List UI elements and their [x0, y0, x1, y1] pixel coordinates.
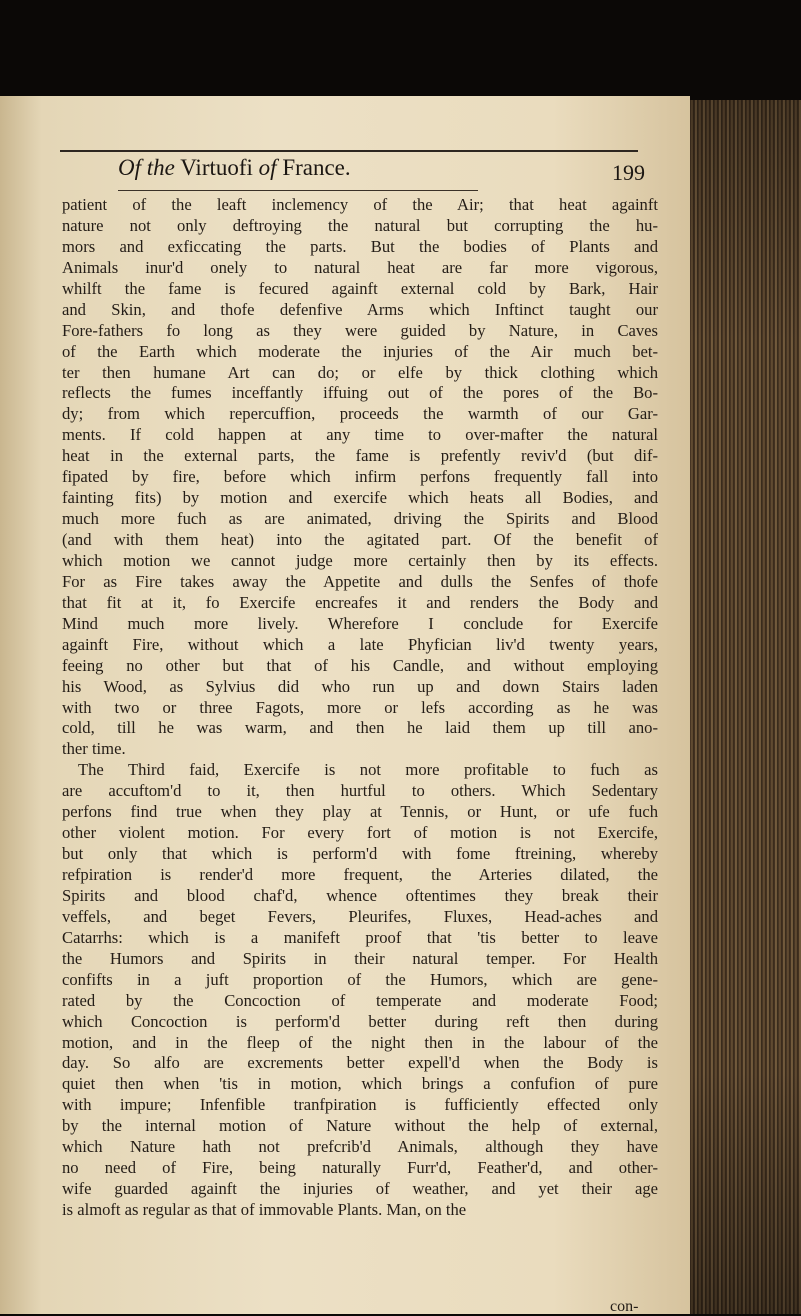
running-head-prefix: Of the: [118, 155, 175, 180]
text-line: other violent motion. For every fort of motion is not Exercife,: [62, 823, 658, 843]
text-line: the Humors and Spirits in their natural temper. For Health: [62, 948, 658, 968]
running-head-country: France.: [282, 155, 351, 180]
top-rule: [60, 150, 638, 152]
text-line: fainting fits) by motion and exercife which heats all Bodies, and: [62, 488, 658, 508]
running-head-rule: [118, 190, 478, 191]
body-text: [62, 195, 658, 1221]
text-line: confifts in a juft proportion of the Humors, which are gene-: [62, 969, 658, 989]
text-line: feeing no other but that of his Candle, and without employing: [62, 655, 658, 675]
running-head-name: Virtuofi: [180, 155, 253, 180]
text-line: much more fuch as are animated, driving the Spirits and Blood: [62, 509, 658, 529]
text-line: whilft the fame is fecured againft external cold by Bark, Hair: [62, 278, 658, 298]
text-line: Animals inur'd onely to natural heat are far more vigorous,: [62, 257, 658, 277]
text-line: againft Fire, without which a late Phyfician liv'd twenty years,: [62, 634, 658, 654]
text-line: fipated by fire, before which infirm perfons frequently fall into: [62, 467, 658, 487]
text-line: heat in the external parts, the fame is prefently reviv'd (but dif-: [62, 446, 658, 466]
running-head-of: of: [258, 155, 277, 180]
text-line: of the Earth which moderate the injuries of the Air much bet-: [62, 341, 658, 361]
text-line: which Nature hath not prefcrib'd Animals, although they have: [62, 1137, 658, 1157]
text-line: but only that which is perform'd with fome ftreining, whereby: [62, 844, 658, 864]
text-line: ther time.: [62, 739, 126, 759]
text-line: Spirits and blood chaf'd, whence oftentimes they break their: [62, 885, 658, 905]
text-line: by the internal motion of Nature without the help of external,: [62, 1116, 658, 1136]
text-line: Mind much more lively. Wherefore I conclude for Exercife: [62, 613, 658, 633]
text-line: is almoft as regular as that of immovable Plants. Man, on the: [62, 1200, 467, 1219]
text-line: reflects the fumes inceffantly iffuing out of the pores of the Bo-: [62, 383, 658, 403]
text-line: rated by the Concoction of temperate and moderate Food;: [62, 990, 658, 1010]
text-line: cold, till he was warm, and then he laid them up till ano-: [62, 718, 658, 738]
running-head: [118, 155, 351, 181]
text-line: day. So alfo are excrements better expell'd when the Body is: [62, 1053, 658, 1073]
text-line: patient of the leaft inclemency of the Air; that heat againft: [62, 195, 658, 214]
text-line: ments. If cold happen at any time to over-mafter the natural: [62, 425, 658, 445]
text-line: motion, and in the fleep of the night then in the labour of the: [62, 1032, 658, 1052]
text-line: mors and exficcating the parts. But the bodies of Plants and: [62, 236, 658, 256]
text-line: dy; from which repercuffion, proceeds the warmth of our Gar-: [62, 404, 658, 424]
text-line: perfons find true when they play at Tennis, or Hunt, or ufe fuch: [62, 802, 658, 822]
text-line: which Concoction is perform'd better during reft then during: [62, 1011, 658, 1031]
text-line: ter then humane Art can do; or elfe by thick clothing which: [62, 362, 658, 382]
text-line: nature not only deftroying the natural but corrupting the hu-: [62, 215, 658, 235]
text-line: The Third faid, Exercife is not more profitable to fuch as: [78, 760, 658, 780]
text-line: (and with them heat) into the agitated part. Of the benefit of: [62, 530, 658, 549]
text-line: veffels, and beget Fevers, Pleurifes, Fluxes, Head-aches and: [62, 906, 658, 926]
catchword: con-: [610, 1298, 639, 1315]
text-line: refpiration is render'd more frequent, the Arteries dilated, the: [62, 865, 658, 884]
text-line: Catarrhs: which is a manifeft proof that 'tis better to leave: [62, 927, 658, 947]
text-line: and Skin, and thofe defenfive Arms which Inftinct taught our: [62, 299, 658, 319]
text-line: with impure; Infenfible tranfpiration is fufficiently effected only: [62, 1095, 658, 1115]
text-line: his Wood, as Sylvius did who run up and down Stairs laden: [62, 676, 658, 696]
text-line: quiet then when 'tis in motion, which brings a confufion of pure: [62, 1074, 658, 1094]
page-edges: [690, 100, 801, 1314]
text-line: For as Fire takes away the Appetite and dulls the Senfes of thofe: [62, 571, 658, 591]
text-line: wife guarded againft the injuries of weather, and yet their age: [62, 1179, 658, 1199]
text-line: no need of Fire, being naturally Furr'd, Feather'd, and other-: [62, 1158, 658, 1178]
text-line: which motion we cannot judge more certainly then by its effects.: [62, 550, 658, 570]
text-line: with two or three Fagots, more or lefs according as he was: [62, 697, 658, 717]
text-line: Fore-fathers fo long as they were guided by Nature, in Caves: [62, 320, 658, 340]
text-line: that fit at it, fo Exercife encreafes it and renders the Body and: [62, 592, 658, 612]
text-line: are accuftom'd to it, then hurtful to others. Which Sedentary: [62, 781, 658, 801]
page-number: 199: [612, 160, 645, 185]
